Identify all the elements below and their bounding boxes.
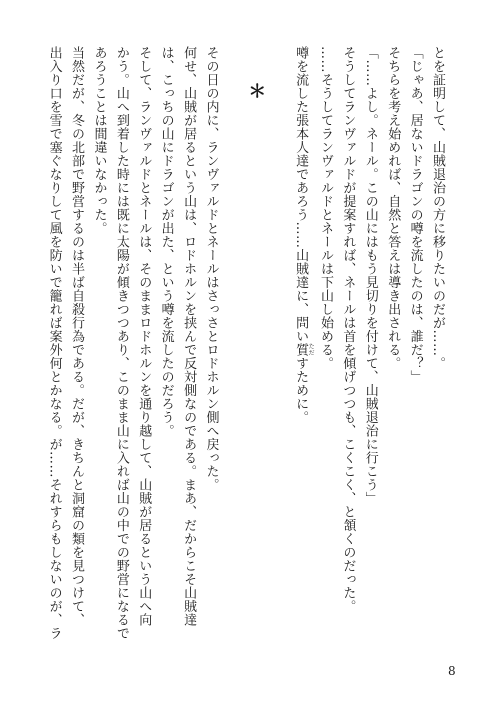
text-line: あろうことは間違いなかった。 — [91, 46, 107, 235]
text-line: かう。山へ到着した時には既に太陽が傾きつつあり、このまま山に入れば山の中での野営になるで — [113, 46, 129, 640]
body-text — [42, 46, 448, 646]
blank-line — [266, 46, 288, 646]
text-line: そちらを考え始めれば、自然と答えは導き出される。 — [385, 46, 401, 370]
dialogue-line: 「じゃあ、居ないドラゴンの噂を流したのは、誰だ？」 — [407, 46, 423, 384]
text-line: とを証明して、山賊退治の方に移りたいのだが……。 — [430, 46, 445, 370]
text-line: 当然だが、冬の北部で野営するのは半ば自殺行為である。だが、きちんと洞窟の類を見つけて、 — [69, 46, 85, 627]
text-line: 出入り口を雪で塞ぐなりして風を防いで籠れば案外何とかなる。が……それすらもしないのが、ラ — [46, 46, 62, 640]
ruby-annotation: 質 ただ — [293, 343, 315, 357]
text-line: 何せ、山賊が居るという山は、ロドホルンを挟んで反対側なのである。まあ、だからこそ山賊達 — [181, 46, 197, 627]
blank-line — [221, 46, 243, 646]
dialogue-line: 「……よし。ネール。この山にはもう見切りを付けて、山賊退治に行こう」 — [362, 46, 378, 505]
text-line: そうしてランヴァルドが提案すれば、ネールは首を傾げつつも、こくこく、と頷くのだった。 — [340, 46, 356, 613]
text-line: そして、ランヴァルドとネールは、そのままロドホルンを通り越して、山賊が居るという山へ向 — [136, 46, 152, 627]
scene-break-asterisk: ＊ — [245, 82, 267, 101]
text-line: 噂を流した張本人達であろう……山賊達に、問い質 ただすために。 — [293, 46, 315, 424]
ruby-reading: ただ — [307, 343, 315, 357]
text-line: ……そうしてランヴァルドとネールは下山し始める。 — [317, 46, 333, 370]
text-line: その日の内に、ランヴァルドとネールはさっさとロドホルン側へ戻った。 — [203, 46, 219, 492]
text-line: は、こっちの山にドラゴンが出た、という噂を流したのだろう。 — [158, 46, 174, 438]
page-number: 8 — [448, 664, 456, 678]
